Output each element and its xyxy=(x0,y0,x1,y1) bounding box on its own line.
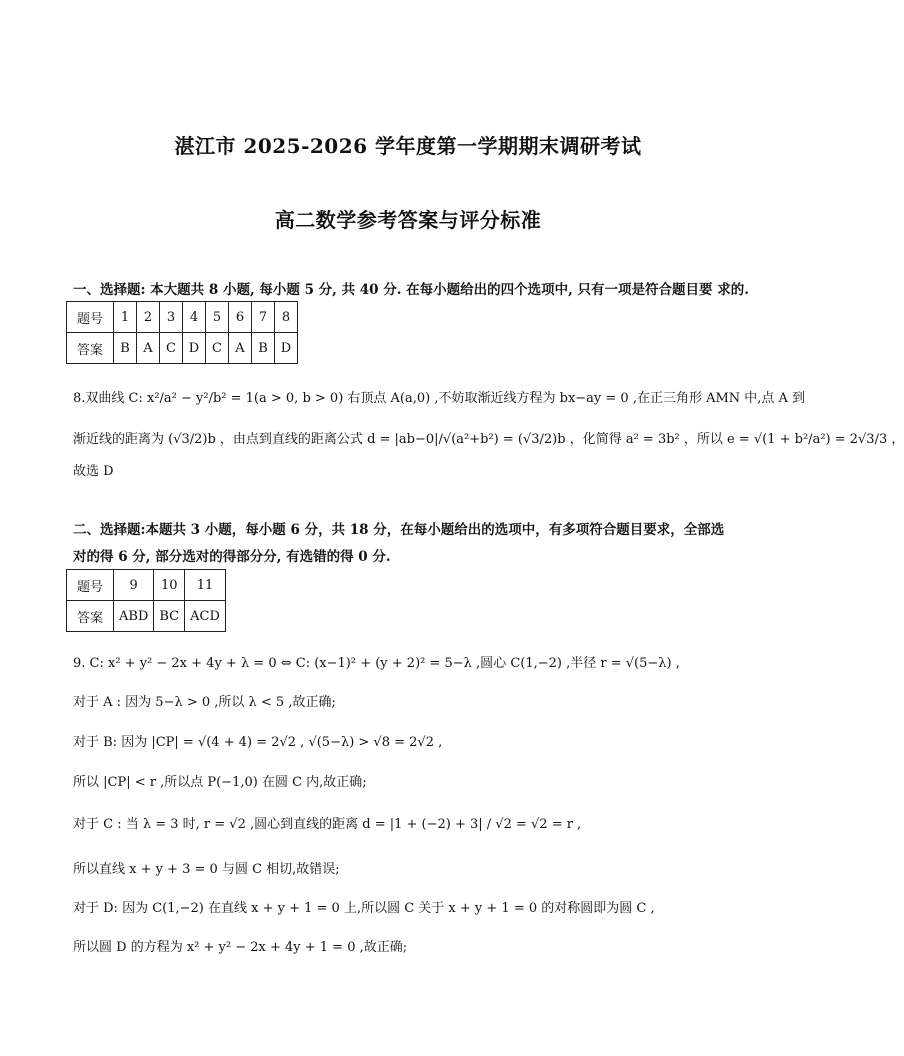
q9-solution-line: 所以圆 D 的方程为 x² + y² − 2x + 4y + 1 = 0 ,故正确; xyxy=(73,940,408,955)
table-cell: C xyxy=(160,333,183,364)
table-cell: D xyxy=(183,333,206,364)
table-cell: ABD xyxy=(114,601,154,632)
table-cell: BC xyxy=(154,601,185,632)
table-cell: 5 xyxy=(206,302,229,333)
row-label: 答案 xyxy=(67,333,114,364)
section2-heading: 对的得 6 分, 部分选对的得部分分, 有选错的得 0 分. xyxy=(73,549,391,565)
q8-solution-line: 故选 D xyxy=(73,464,114,479)
row-label: 题号 xyxy=(67,302,114,333)
table-cell: A xyxy=(229,333,252,364)
q9-solution-line: 所以直线 x + y + 3 = 0 与圆 C 相切,故错误; xyxy=(73,862,340,877)
table-cell: 2 xyxy=(137,302,160,333)
table-cell: 8 xyxy=(275,302,298,333)
q9-solution-line: 所以 |CP| < r ,所以点 P(−1,0) 在圆 C 内,故正确; xyxy=(73,775,367,790)
table-cell: 7 xyxy=(252,302,275,333)
table-row xyxy=(67,570,226,601)
table-cell: ACD xyxy=(185,601,226,632)
q8-solution-line: 渐近线的距离为 (√3/2)b ，由点到直线的距离公式 d = |ab−0|/√(a²+b²) = (√3/2)b ，化简得 a² = 3b² ，所以 e = √(1 + b²/a²) = 2√3/3 ， xyxy=(73,432,904,447)
q9-solution-line: 对于 A : 因为 5−λ > 0 ,所以 λ < 5 ,故正确; xyxy=(73,695,336,710)
table-cell: 10 xyxy=(154,570,185,601)
table-cell: D xyxy=(275,333,298,364)
page-title: 湛江市 2025-2026 学年度第一学期期末调研考试 xyxy=(174,134,642,158)
table-cell: C xyxy=(206,333,229,364)
answer-table-2 xyxy=(66,569,226,632)
q8-solution-line: 8.双曲线 C: x²/a² − y²/b² = 1(a > 0, b > 0) 右顶点 A(a,0) ,不妨取渐近线方程为 bx−ay = 0 ,在正三角形 AMN 中,点 A 到 xyxy=(73,391,806,406)
table-cell: 3 xyxy=(160,302,183,333)
table-cell: 6 xyxy=(229,302,252,333)
table-cell: 1 xyxy=(114,302,137,333)
page-subtitle: 高二数学参考答案与评分标准 xyxy=(274,208,542,232)
row-label: 题号 xyxy=(67,570,114,601)
table-cell: 11 xyxy=(185,570,226,601)
row-label: 答案 xyxy=(67,601,114,632)
section2-heading: 二、选择题:本题共 3 小题，每小题 6 分，共 18 分，在每小题给出的选项中，有多项符合题目要求，全部选 xyxy=(73,522,725,538)
table-row xyxy=(67,302,298,333)
table-row xyxy=(67,333,298,364)
q9-solution-line: 对于 B: 因为 |CP| = √(4 + 4) = 2√2 , √(5−λ) > √8 = 2√2 , xyxy=(73,735,443,750)
section1-heading: 一、选择题: 本大题共 8 小题, 每小题 5 分, 共 40 分. 在每小题给出的四个选项中, 只有一项是符合题目要 求的. xyxy=(73,282,749,298)
table-cell: B xyxy=(114,333,137,364)
table-row xyxy=(67,601,226,632)
table-cell: A xyxy=(137,333,160,364)
table-cell: B xyxy=(252,333,275,364)
q9-solution-line: 对于 C : 当 λ = 3 时, r = √2 ,圆心到直线的距离 d = |1 + (−2) + 3| / √2 = √2 = r , xyxy=(73,817,582,832)
answer-table-1 xyxy=(66,301,298,364)
table-cell: 9 xyxy=(114,570,154,601)
q9-solution-line: 对于 D: 因为 C(1,−2) 在直线 x + y + 1 = 0 上,所以圆 C 关于 x + y + 1 = 0 的对称圆即为圆 C , xyxy=(73,901,655,916)
table-cell: 4 xyxy=(183,302,206,333)
q9-solution-line: 9. C: x² + y² − 2x + 4y + λ = 0 ⇔ C: (x−1)² + (y + 2)² = 5−λ ,圆心 C(1,−2) ,半径 r = √(5−λ) , xyxy=(73,656,680,671)
